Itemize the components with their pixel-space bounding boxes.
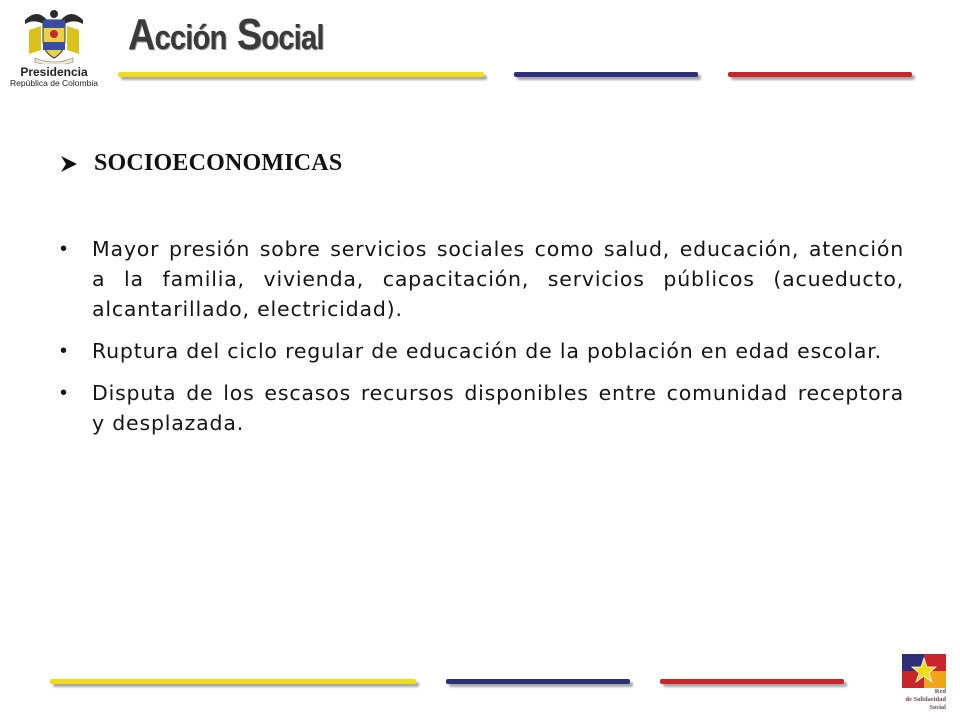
presidencia-logo <box>8 6 100 98</box>
presidencia-label: Presidencia <box>20 65 88 79</box>
bullet-text: Ruptura del ciclo regular de educación de la población en edad escolar. <box>92 339 882 363</box>
arrow-bullet-icon <box>58 153 80 175</box>
red-logo-line-3: Social <box>929 704 946 711</box>
colombia-coat-of-arms-icon <box>23 6 85 64</box>
list-item <box>56 234 904 324</box>
red-de-solidaridad-social-logo <box>902 654 946 714</box>
list-item <box>56 336 904 366</box>
brand-ccion: cción <box>154 19 227 57</box>
section-heading <box>58 150 342 177</box>
top-blue-stripe <box>514 72 698 77</box>
brand-ocial: ocial <box>261 19 324 57</box>
bullet-dot: • <box>60 382 68 404</box>
bullet-text: Mayor presión sobre servicios sociales como salud, educación, atención a la familia, vivienda, capacitación, servicios públicos (acueducto, alcantarillado, electricidad). <box>92 237 904 321</box>
bullet-dot: • <box>60 238 68 260</box>
red-logo-line-2: de Solidaridad <box>905 696 946 703</box>
accion-social-wordmark <box>128 10 324 60</box>
brand-initial-a: A <box>128 10 155 59</box>
bullet-dot: • <box>60 340 68 362</box>
red-logo-line-1: Red <box>934 688 946 695</box>
top-red-stripe <box>728 72 912 77</box>
red-logo-text <box>902 688 946 712</box>
list-item <box>56 378 904 438</box>
bullet-text: Disputa de los escasos recursos disponibles entre comunidad receptora y desplazada. <box>92 381 904 435</box>
section-heading-text: SOCIOECONOMICAS <box>94 150 343 176</box>
bottom-red-stripe <box>660 679 844 684</box>
bullet-list <box>56 234 904 450</box>
brand-initial-s: S <box>236 10 262 59</box>
republica-label: República de Colombia <box>10 78 98 88</box>
top-yellow-stripe <box>118 72 484 77</box>
solidaridad-star-icon <box>902 654 946 688</box>
bottom-yellow-stripe <box>50 679 416 684</box>
bottom-blue-stripe <box>446 679 630 684</box>
